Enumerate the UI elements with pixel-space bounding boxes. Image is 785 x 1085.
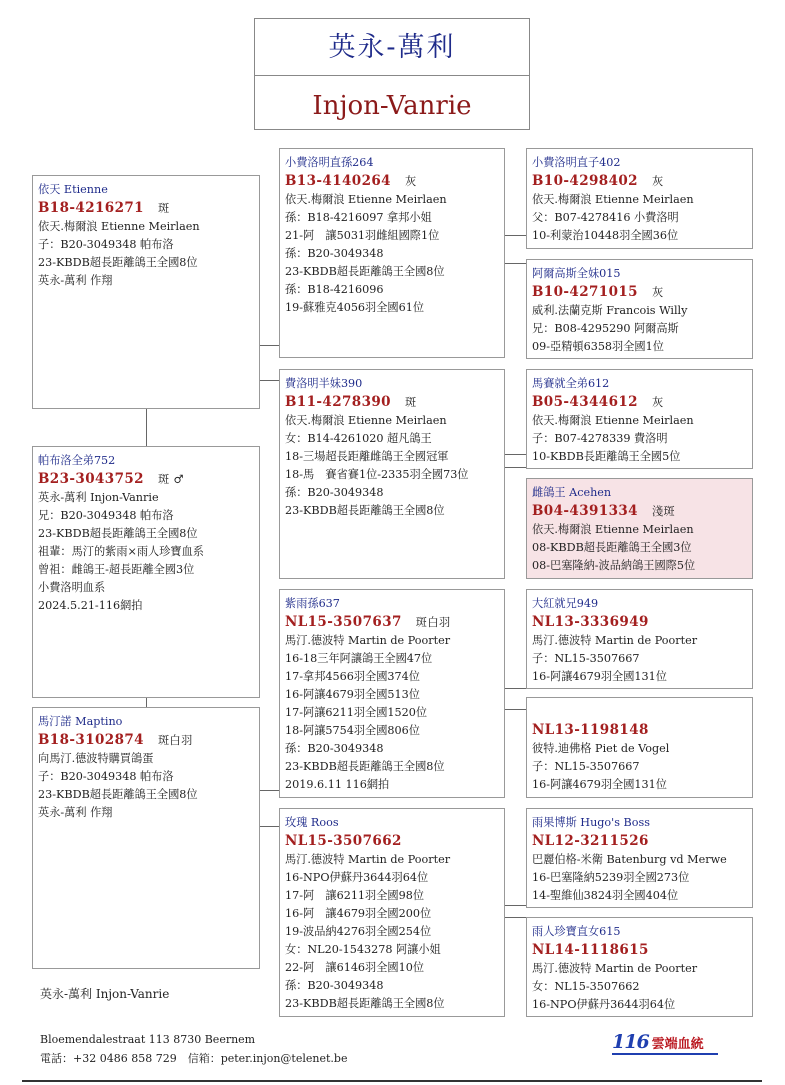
detail-line: 威利.法蘭克斯 Francois Willy	[532, 304, 688, 317]
detail-line: 依天.梅爾浪 Etienne Meirlaen	[532, 193, 694, 206]
footer-contact: 電話：+32 0486 858 729 信箱：peter.injon@telenet.be	[40, 1052, 348, 1065]
card-sire	[32, 175, 260, 409]
detail-line: 18-三場超長距離雌鴿王全國冠軍	[285, 450, 449, 463]
detail-line: 16-巴塞隆納5239羽全國273位	[532, 871, 690, 884]
pigeon-name: 小費洛明直子402	[532, 156, 621, 169]
connector	[504, 917, 526, 918]
detail-line: 子：B20-3049348 帕布洛	[38, 238, 174, 251]
pigeon-name: 帕布洛全弟752	[38, 454, 116, 467]
title-box	[254, 18, 530, 130]
detail-line: 18-馬 賽省賽1位-2335羽全國73位	[285, 468, 469, 481]
detail-line: 祖輩：馬汀的紫雨×雨人珍寶血系	[38, 545, 204, 558]
pigeon-name: 玫瑰 Roos	[285, 816, 339, 829]
pigeon-name: 馬賽就全弟612	[532, 377, 610, 390]
ring-number: B18-3102874 斑白羽	[38, 732, 193, 748]
card-dam-dam	[279, 808, 505, 1017]
connector	[504, 454, 526, 455]
connector	[146, 408, 147, 446]
logo-text: 雲端血統	[651, 1037, 704, 1052]
card-dam-sire	[279, 589, 505, 798]
detail-line: 23-KBDB超長距離鴿王全國8位	[38, 527, 198, 540]
pigeon-name: 雌鴿王 Acehen	[532, 486, 612, 499]
ring-number: NL13-1198148	[532, 722, 649, 738]
detail-line: 女：NL20-1543278 阿讓小姐	[285, 943, 441, 956]
title-english: Injon-Vanrie	[312, 91, 472, 121]
detail-line: 23-KBDB超長距離鴿王全國8位	[38, 788, 198, 801]
pigeon-name: 小費洛明直孫264	[285, 156, 374, 169]
ring-number: NL13-3336949	[532, 614, 649, 630]
detail-line: 馬汀.德波特 Martin de Poorter	[285, 634, 451, 647]
connector	[504, 263, 526, 264]
detail-line: 兄：B08-4295290 阿爾高斯	[532, 322, 679, 335]
detail-line: 依天.梅爾浪 Etienne Meirlaen	[285, 193, 447, 206]
detail-line: 馬汀.德波特 Martin de Poorter	[532, 634, 698, 647]
ring-number: B10-4271015 灰	[532, 284, 664, 300]
detail-line: 英永-萬利 作翔	[38, 806, 113, 819]
pigeon-color: 斑白羽	[415, 616, 451, 629]
footer-address: Bloemendalestraat 113 8730 Beernem	[40, 1033, 256, 1046]
title-chinese: 英永-萬利	[255, 19, 529, 76]
pigeon-name: 馬汀諾 Maptino	[38, 715, 123, 728]
detail-line: 孫：B18-4216096	[285, 283, 384, 296]
detail-line: 女：NL15-3507662	[532, 980, 640, 993]
detail-line: 17-阿讓6211羽全國1520位	[285, 706, 428, 719]
pigeon-color: 灰	[651, 175, 664, 188]
ring-number: NL12-3211526	[532, 833, 649, 849]
detail-line: 依天.梅爾浪 Etienne Meirlaen	[38, 220, 200, 233]
detail-line: 16-阿 讓4679羽全國200位	[285, 907, 432, 920]
detail-line: 孫：B18-4216097 拿邦小姐	[285, 211, 432, 224]
pigeon-color: 斑白羽	[157, 734, 193, 747]
pigeon-name	[532, 703, 747, 721]
card-sire-sire-dam	[526, 259, 753, 359]
detail-line: 23-KBDB超長距離鴿王全國8位	[285, 504, 445, 517]
ring-number: B05-4344612 灰	[532, 394, 664, 410]
detail-line: 英永-萬利 作翔	[38, 274, 113, 287]
pigeon-color: 斑	[157, 202, 170, 215]
breeder-name: 英永-萬利 Injon-Vanrie	[40, 987, 170, 1001]
pigeon-color: 斑 ♂	[157, 473, 184, 486]
ring-number: NL15-3507637 斑白羽	[285, 614, 451, 630]
connector	[259, 826, 279, 827]
card-sire-sire-sire	[526, 148, 753, 249]
ring-number: B18-4216271 斑	[38, 200, 170, 216]
detail-line: 彼特.迪佛格 Piet de Vogel	[532, 742, 670, 755]
connector	[504, 688, 526, 689]
detail-line: 馬汀.德波特 Martin de Poorter	[532, 962, 698, 975]
ring-number: NL15-3507662	[285, 833, 402, 849]
detail-line: 16-NPO伊蘇丹3644羽64位	[532, 998, 676, 1011]
connector	[259, 380, 279, 381]
detail-line: 曾祖：雌鴿王-超長距離全國3位	[38, 563, 195, 576]
detail-line: 2024.5.21-116網拍	[38, 599, 143, 612]
logo-number: 116	[612, 1031, 649, 1053]
ring-number: B23-3043752 斑 ♂	[38, 471, 184, 487]
card-subject	[32, 446, 260, 698]
pigeon-name: 雨人珍寶直女615	[532, 925, 621, 938]
pigeon-name: 費洛明半妹390	[285, 377, 363, 390]
connector	[259, 345, 279, 346]
detail-line: 英永-萬利 Injon-Vanrie	[38, 491, 159, 504]
detail-line: 依天.梅爾浪 Etienne Meirlaen	[532, 523, 694, 536]
detail-line: 08-KBDB超長距離鴿王全國3位	[532, 541, 692, 554]
pigeon-name: 阿爾高斯全妹015	[532, 267, 621, 280]
connector	[146, 697, 147, 707]
ring-number: NL14-1118615	[532, 942, 649, 958]
detail-line: 父：B07-4278416 小費洛明	[532, 211, 679, 224]
detail-line: 22-阿 讓6146羽全國10位	[285, 961, 425, 974]
ring-number: B13-4140264 灰	[285, 173, 417, 189]
detail-line: 子：NL15-3507667	[532, 760, 640, 773]
detail-line: 23-KBDB超長距離鴿王全國8位	[285, 997, 445, 1010]
detail-line: 16-阿讓4679羽全國513位	[285, 688, 420, 701]
card-dam	[32, 707, 260, 969]
detail-line: 子：B07-4278339 費洛明	[532, 432, 668, 445]
pigeon-name: 依天 Etienne	[38, 183, 108, 196]
pigeon-color: 斑	[404, 396, 417, 409]
connector	[504, 467, 526, 468]
connector	[504, 709, 526, 710]
detail-line: 兄：B20-3049348 帕布洛	[38, 509, 174, 522]
pigeon-name: 雨果博斯 Hugo's Boss	[532, 816, 650, 829]
detail-line: 16-18三年阿讓鴿王全國47位	[285, 652, 433, 665]
detail-line: 23-KBDB超長距離鴿王全國8位	[285, 760, 445, 773]
detail-line: 09-亞精頓6358羽全國1位	[532, 340, 664, 353]
detail-line: 孫：B20-3049348	[285, 486, 384, 499]
card-dam-dam-dam	[526, 917, 753, 1017]
detail-line: 向馬汀.德波特購買鴿蛋	[38, 752, 154, 765]
detail-line: 依天.梅爾浪 Etienne Meirlaen	[285, 414, 447, 427]
card-sire-sire	[279, 148, 505, 358]
detail-line: 16-阿讓4679羽全國131位	[532, 670, 667, 683]
connector	[504, 905, 526, 906]
card-dam-dam-sire	[526, 808, 753, 908]
detail-line: 17-拿邦4566羽全國374位	[285, 670, 420, 683]
detail-line: 子：B20-3049348 帕布洛	[38, 770, 174, 783]
detail-line: 14-聖維仙3824羽全國404位	[532, 889, 679, 902]
ring-number: B04-4391334 淺斑	[532, 503, 676, 519]
detail-line: 10-利蒙治10448羽全國36位	[532, 229, 679, 242]
brand-logo	[612, 1031, 722, 1057]
detail-line: 子：NL15-3507667	[532, 652, 640, 665]
detail-line: 19-波品納4276羽全國254位	[285, 925, 432, 938]
detail-line: 巴麗伯格-米衛 Batenburg vd Merwe	[532, 853, 727, 866]
pigeon-color: 灰	[404, 175, 417, 188]
detail-line: 21-阿 讓5031羽雌組國際1位	[285, 229, 440, 242]
pigeon-color: 灰	[651, 396, 664, 409]
ring-number: B10-4298402 灰	[532, 173, 664, 189]
detail-line: 23-KBDB超長距離鴿王全國8位	[285, 265, 445, 278]
detail-line: 18-阿讓5754羽全國806位	[285, 724, 420, 737]
detail-line: 小費洛明血系	[38, 581, 106, 594]
ring-number: B11-4278390 斑	[285, 394, 417, 410]
detail-line: 23-KBDB超長距離鴿王全國8位	[38, 256, 198, 269]
detail-line: 依天.梅爾浪 Etienne Meirlaen	[532, 414, 694, 427]
detail-line: 馬汀.德波特 Martin de Poorter	[285, 853, 451, 866]
detail-line: 2019.6.11 116網拍	[285, 778, 390, 791]
pigeon-name: 紫雨孫637	[285, 597, 340, 610]
detail-line: 孫：B20-3049348	[285, 742, 384, 755]
detail-line: 16-阿讓4679羽全國131位	[532, 778, 667, 791]
detail-line: 08-巴塞隆納-波品納鴿王國際5位	[532, 559, 696, 572]
card-sire-dam-dam	[526, 478, 753, 579]
pigeon-color: 灰	[651, 286, 664, 299]
detail-line: 女：B14-4261020 超凡鴿王	[285, 432, 432, 445]
detail-line: 16-NPO伊蘇丹3644羽64位	[285, 871, 429, 884]
card-sire-dam-sire	[526, 369, 753, 469]
pigeon-name: 大紅就兄949	[532, 597, 599, 610]
detail-line: 19-蘇雅克4056羽全國61位	[285, 301, 425, 314]
detail-line: 17-阿 讓6211羽全國98位	[285, 889, 425, 902]
card-dam-sire-sire	[526, 589, 753, 689]
footer-divider	[22, 1080, 762, 1082]
detail-line: 10-KBDB長距離鴿王全國5位	[532, 450, 681, 463]
connector	[504, 235, 526, 236]
detail-line: 孫：B20-3049348	[285, 979, 384, 992]
card-sire-dam	[279, 369, 505, 579]
logo-underline	[612, 1053, 718, 1055]
card-dam-sire-dam	[526, 697, 753, 798]
pigeon-color: 淺斑	[651, 505, 676, 518]
detail-line: 孫：B20-3049348	[285, 247, 384, 260]
connector	[259, 790, 279, 791]
